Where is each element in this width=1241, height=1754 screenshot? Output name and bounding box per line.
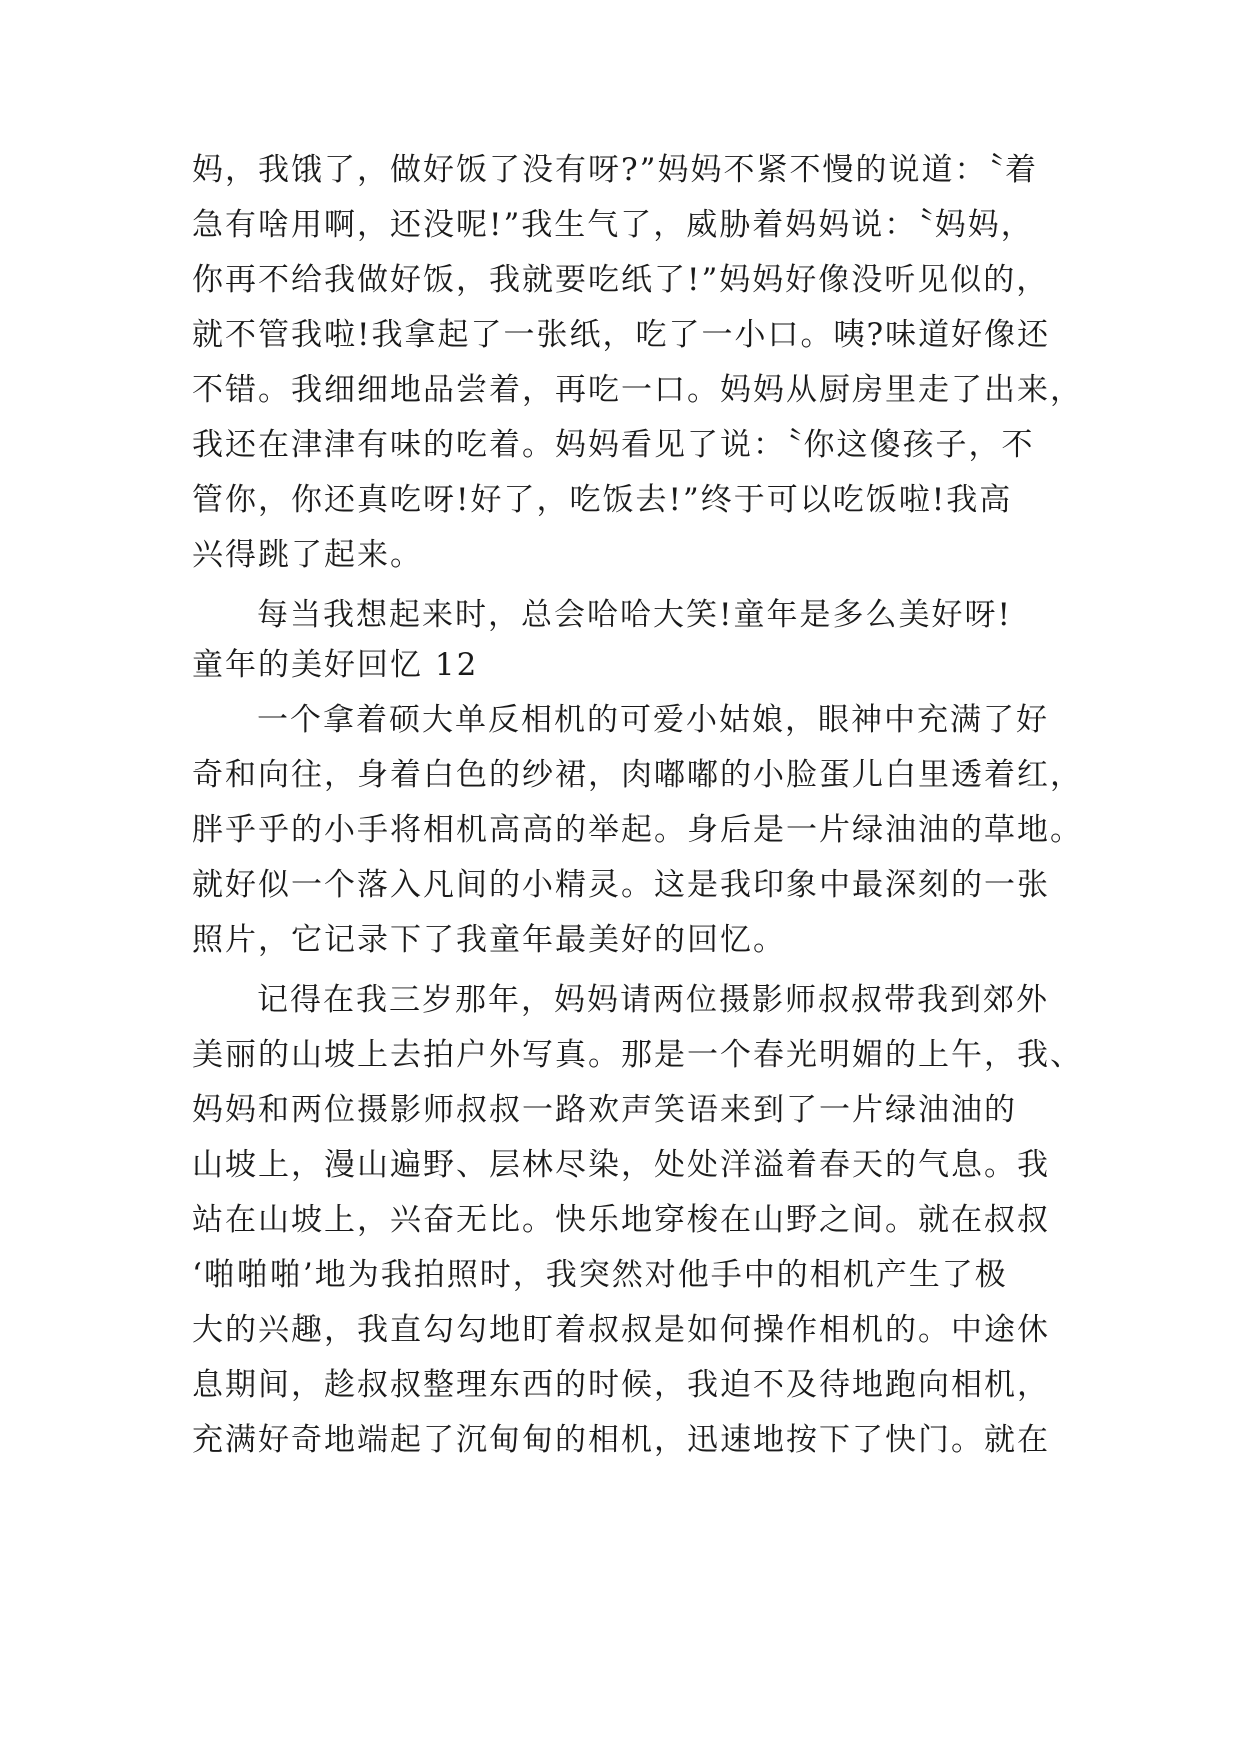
text-line: 美丽的山坡上去拍户外写真。那是一个春光明媚的上午，我、: [192, 1037, 1083, 1073]
text-line: 照片，它记录下了我童年最美好的回忆。: [192, 922, 786, 958]
text-line: 充满好奇地端起了沉甸甸的相机，迅速地按下了快门。就在: [192, 1422, 1050, 1458]
text-line: 妈妈和两位摄影师叔叔一路欢声笑语来到了一片绿油油的: [192, 1092, 1017, 1128]
text-line: 就好似一个落入凡间的小精灵。这是我印象中最深刻的一张: [192, 867, 1050, 903]
text-line: 山坡上，漫山遍野、层林尽染，处处洋溢着春天的气息。我: [192, 1147, 1050, 1183]
text-line: 兴得跳了起来。: [192, 537, 423, 573]
text-line: ‘啪啪啪’地为我拍照时，我突然对他手中的相机产生了极: [192, 1257, 1008, 1293]
text-line: 大的兴趣，我直勾勾地盯着叔叔是如何操作相机的。中途休: [192, 1312, 1050, 1348]
text-line: 妈，我饿了，做好饭了没有呀?”妈妈不紧不慢的说道：〝着: [192, 152, 1038, 188]
text-line: 不错。我细细地品尝着，再吃一口。妈妈从厨房里走了出来，: [192, 372, 1083, 408]
text-line: 每当我想起来时，总会哈哈大笑!童年是多么美好呀!: [257, 597, 1012, 633]
text-line: 息期间，趁叔叔整理东西的时候，我迫不及待地跑向相机，: [192, 1367, 1050, 1403]
text-line: 奇和向往，身着白色的纱裙，肉嘟嘟的小脸蛋儿白里透着红，: [192, 757, 1083, 793]
text-line: 管你，你还真吃呀!好了，吃饭去!”终于可以吃饭啦!我高: [192, 482, 1013, 518]
text-line: 记得在我三岁那年，妈妈请两位摄影师叔叔带我到郊外: [257, 982, 1049, 1018]
text-line: 站在山坡上，兴奋无比。快乐地穿梭在山野之间。就在叔叔: [192, 1202, 1050, 1238]
text-line: 我还在津津有味的吃着。妈妈看见了说：〝你这傻孩子，不: [192, 427, 1035, 463]
text-line: 一个拿着硕大单反相机的可爱小姑娘，眼神中充满了好: [257, 702, 1049, 738]
text-line: 胖乎乎的小手将相机高高的举起。身后是一片绿油油的草地。: [192, 812, 1083, 848]
text-line: 急有啥用啊，还没呢!”我生气了，威胁着妈妈说：〝妈妈，: [192, 207, 1034, 243]
section-heading: 童年的美好回忆 12: [192, 647, 479, 683]
text-line: 你再不给我做好饭，我就要吃纸了!”妈妈好像没听见似的，: [192, 262, 1050, 298]
text-line: 就不管我啦!我拿起了一张纸，吃了一小口。咦?味道好像还: [192, 317, 1051, 353]
